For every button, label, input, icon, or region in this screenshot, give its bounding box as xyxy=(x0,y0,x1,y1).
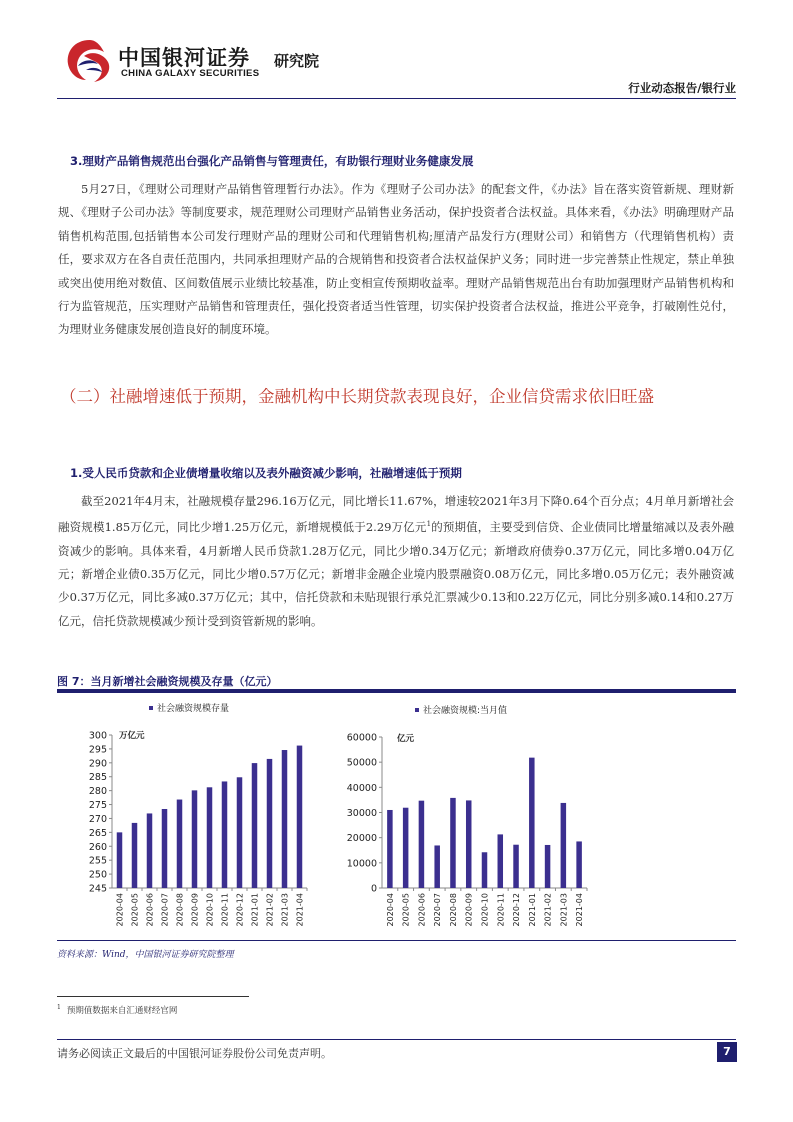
bar xyxy=(297,746,303,888)
y-tick-label: 60000 xyxy=(346,732,377,744)
y-tick-label: 50000 xyxy=(346,757,377,769)
bar xyxy=(498,834,504,888)
y-tick-label: 290 xyxy=(88,758,107,770)
bar xyxy=(513,845,519,888)
x-tick-label: 2020-04 xyxy=(385,893,395,927)
bar xyxy=(403,808,409,888)
footnote-text: 预期值数据来自汇通财经官网 xyxy=(66,1006,178,1016)
x-tick-label: 2020-05 xyxy=(401,893,411,927)
report-type: 行业动态报告/银行业 xyxy=(628,81,736,95)
x-tick-label: 2020-06 xyxy=(417,893,427,927)
section-1-text-a: 截至2021年4月末，社融规模存量296.16万亿元，同比增长11.67%，增速较2021年3月下降0.64个百分点；4月单月新增社会融资规模1.85万亿元，同比少增1.25万亿元，新增规模低于2.29万亿元 xyxy=(58,494,734,535)
y-tick-label: 255 xyxy=(88,855,107,867)
y-tick-label: 300 xyxy=(88,730,107,742)
x-tick-label: 2020-10 xyxy=(205,893,215,927)
bar xyxy=(387,810,393,888)
y-tick-label: 280 xyxy=(88,786,107,798)
bar xyxy=(466,800,472,888)
bar xyxy=(162,809,168,888)
unit-label: 亿元 xyxy=(397,734,415,744)
logo-english-name: CHINA GALAXY SECURITIES xyxy=(121,68,260,79)
y-tick-label: 295 xyxy=(88,744,107,756)
x-tick-label: 2020-07 xyxy=(433,893,443,927)
figure-title: 图 7：当月新增社会融资规模及存量（亿元） xyxy=(57,675,278,688)
logo-chinese-name: 中国银河证券 xyxy=(118,46,250,70)
section-3-paragraph: 5月27日，《理财公司理财产品销售管理暂行办法》。作为《理财子公司办法》的配套文件，《办法》旨在落实资管新规、理财新规、《理财子公司办法》等制度要求，规范理财公司理财产品销售业务活动，保护投资者合法权益。具体来看，《办法》明确理财产品销售机构范围,包括销售本公司发行理财产品的理财公司和代理销售机构;厘清产品发行方(理财公司）和销售方（代理销售机构）责任，要求双方在各自责任范围内，共同承担理财产品的合规销售和投资者合法权益保护义务；同时进一步完善禁止性规定，禁止单独或突出使用绝对数值、区间数值展示业绩比较基准，防止变相宣传预期收益率。理财产品销售规范出台有助加强理财产品销售机构和行为监管规范，压实理财产品销售和管理责任，强化投资者适当性管理，切实保护投资者合法权益，推进公平竞争，打破刚性兑付，为理财业务健康发展创造良好的制度环境。 xyxy=(58,182,734,337)
x-tick-label: 2020-11 xyxy=(496,893,506,927)
x-tick-label: 2020-08 xyxy=(175,893,185,927)
bar xyxy=(237,777,243,888)
bar xyxy=(450,798,456,888)
footnote xyxy=(57,1004,177,1016)
x-tick-label: 2020-09 xyxy=(464,893,474,927)
x-tick-label: 2020-09 xyxy=(190,893,200,927)
x-tick-label: 2021-04 xyxy=(575,893,585,927)
legend-label: 社会融资规模存量 xyxy=(157,704,230,714)
bar xyxy=(267,759,273,888)
y-tick-label: 250 xyxy=(88,869,107,881)
bar xyxy=(434,845,440,888)
bar xyxy=(147,813,153,888)
legend-label: 社会融资规模:当月值 xyxy=(423,706,508,716)
y-tick-label: 20000 xyxy=(346,833,377,845)
bar xyxy=(419,801,425,888)
chart-monthly xyxy=(347,704,587,926)
y-tick-label: 265 xyxy=(88,827,107,839)
y-tick-label: 260 xyxy=(88,841,107,853)
x-tick-label: 2020-05 xyxy=(130,893,140,927)
institute-name: 研究院 xyxy=(274,52,320,70)
legend-swatch xyxy=(415,708,419,712)
figure-title-bar xyxy=(57,689,736,693)
section-1-paragraph xyxy=(58,490,734,633)
x-tick-label: 2020-10 xyxy=(480,893,490,927)
footnote-rule xyxy=(57,996,249,997)
figure-source: 资料来源：Wind，中国银河证券研究院整理 xyxy=(57,950,234,960)
y-tick-label: 270 xyxy=(88,813,107,825)
x-tick-label: 2021-02 xyxy=(265,893,275,927)
bar xyxy=(482,852,488,888)
x-tick-label: 2020-11 xyxy=(220,893,230,927)
footnote-marker: 1 xyxy=(57,1004,61,1012)
bar xyxy=(132,823,138,888)
x-tick-label: 2020-07 xyxy=(160,893,170,927)
legend-swatch xyxy=(149,706,153,710)
bar xyxy=(282,750,288,888)
section-1-heading: 1.受人民币贷款和企业债增量收缩以及表外融资减少影响，社融增速低于预期 xyxy=(70,466,462,480)
y-tick-label: 40000 xyxy=(346,782,377,794)
x-tick-label: 2020-12 xyxy=(512,893,522,927)
header-rule xyxy=(57,98,736,99)
y-tick-label: 10000 xyxy=(346,858,377,870)
x-tick-label: 2021-03 xyxy=(280,893,290,927)
bar xyxy=(545,845,551,888)
y-tick-label: 30000 xyxy=(346,808,377,819)
charts-area xyxy=(57,695,736,940)
company-logo xyxy=(64,36,116,84)
footnote-ref[interactable]: 1 xyxy=(426,520,432,529)
bar xyxy=(222,781,228,888)
bar xyxy=(207,787,213,888)
x-tick-label: 2021-03 xyxy=(559,893,569,927)
x-tick-label: 2020-04 xyxy=(115,893,125,927)
x-tick-label: 2020-08 xyxy=(448,893,458,927)
x-tick-label: 2021-02 xyxy=(543,893,553,927)
page-number: 7 xyxy=(717,1042,737,1062)
figure-bottom-rule xyxy=(57,940,736,941)
bar xyxy=(177,800,183,888)
section-1-text-b: 的预期值，主要受到信贷、企业债同比增量缩减以及表外融资减少的影响。具体来看，4月新增人民币贷款1.28万亿元，同比少增0.34万亿元；新增政府债券0.37万亿元，同比多增0.04万亿元；新增企业债0.35万亿元，同比少增0.57万亿元；新增非金融企业境内股票融资0.08万亿元，同比多增0.05万亿元；表外融资减少0.37万亿元，同比多减0.37万亿元；其中，信托贷款和未贴现银行承兑汇票减少0.13和0.22万亿元，同比分别多减0.14和0.27万亿元，信托贷款规模减少预计受到资管新规的影响。 xyxy=(58,520,734,628)
chart-stock xyxy=(89,702,307,926)
y-tick-label: 0 xyxy=(370,883,377,895)
x-tick-label: 2021-01 xyxy=(250,893,260,927)
bar xyxy=(252,763,258,888)
bar xyxy=(192,790,198,888)
footer-disclaimer: 请务必阅读正文最后的中国银河证券股份公司免责声明。 xyxy=(57,1047,332,1060)
x-tick-label: 2021-04 xyxy=(295,893,305,927)
footer-rule xyxy=(57,1039,736,1040)
y-tick-label: 275 xyxy=(88,800,107,812)
bar xyxy=(576,841,582,888)
unit-label: 万亿元 xyxy=(119,731,145,741)
section-3-heading: 3.理财产品销售规范出台强化产品销售与管理责任，有助银行理财业务健康发展 xyxy=(70,154,474,168)
x-tick-label: 2020-06 xyxy=(145,893,155,927)
x-tick-label: 2020-12 xyxy=(235,893,245,927)
bar xyxy=(117,832,123,888)
bar xyxy=(529,758,535,888)
bar xyxy=(561,803,567,888)
section-b-heading: （二）社融增速低于预期，金融机构中长期贷款表现良好，企业信贷需求依旧旺盛 xyxy=(60,387,654,406)
x-tick-label: 2021-01 xyxy=(527,893,537,927)
y-tick-label: 285 xyxy=(88,772,107,784)
y-tick-label: 245 xyxy=(88,883,107,895)
